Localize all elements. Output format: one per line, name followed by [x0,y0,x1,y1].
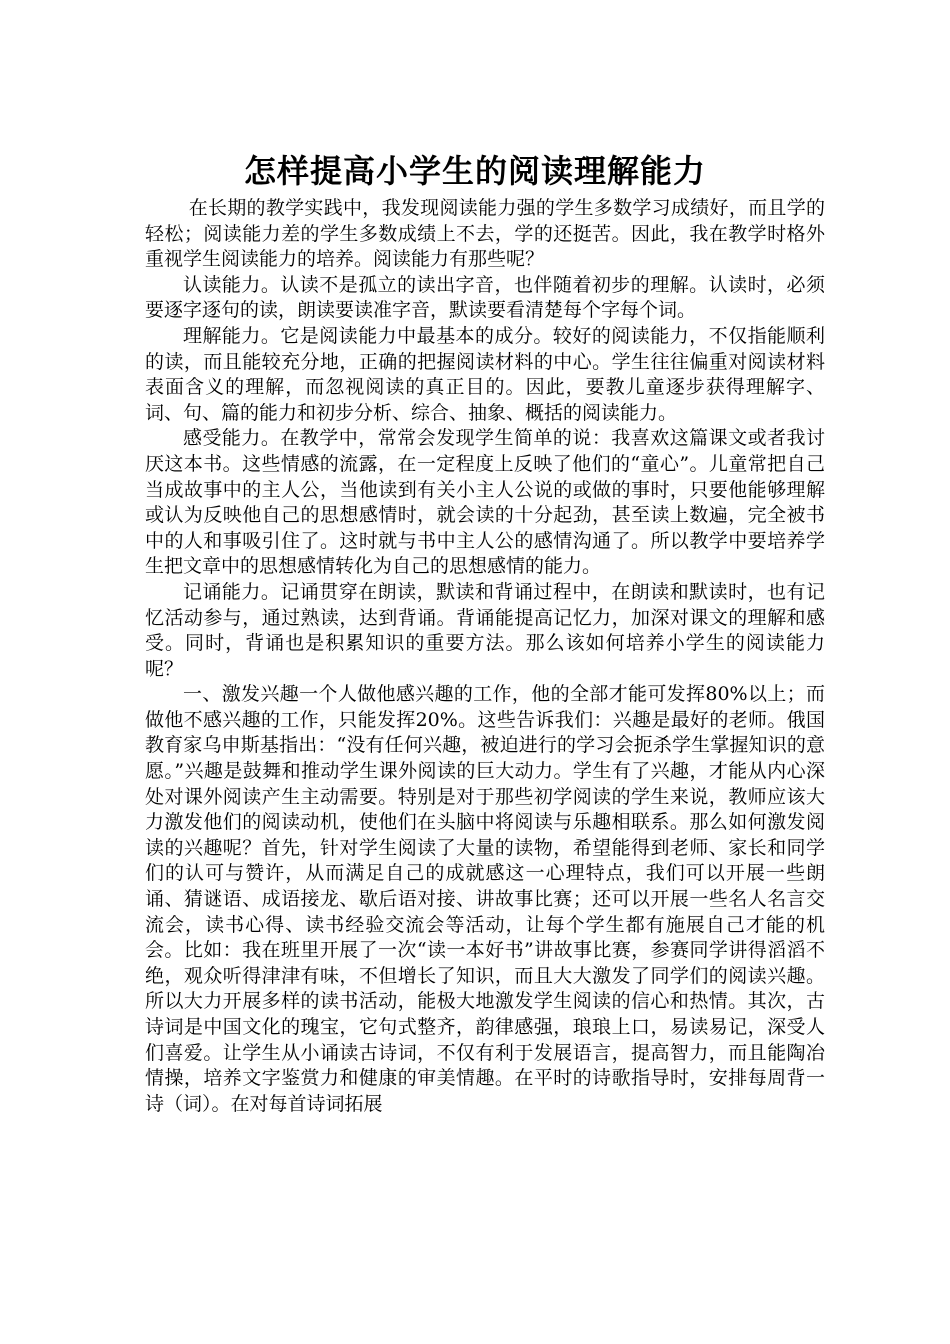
document-body [145,196,825,1117]
paragraph-intro: 在长期的教学实践中，我发现阅读能力强的学生多数学习成绩好，而且学的轻松；阅读能力差的学生多数成绩上不去，学的还挺苦。因此，我在教学时格外重视学生阅读能力的培养。阅读能力有那些呢？ [145,197,825,271]
paragraph-memorization-ability: 记诵能力。记诵贯穿在朗读，默读和背诵过程中，在朗读和默读时，也有记忆活动参与，通过熟读，达到背诵。背诵能提高记忆力，加深对课文的理解和感受。同时，背诵也是积累知识的重要方法。那么该如何培养小学生的阅读能力呢？ [145,580,825,680]
paragraph-stimulate-interest: 一、激发兴趣一个人做他感兴趣的工作，他的全部才能可发挥80%以上；而做他不感兴趣的工作，只能发挥20%。这些告诉我们：兴趣是最好的老师。俄国教育家乌申斯基指出：“没有任何兴趣，被迫进行的学习会扼杀学生掌握知识的意愿。”兴趣是鼓舞和推动学生课外阅读的巨大动力。学生有了兴趣，才能从内心深处对课外阅读产生主动需要。特别是对于那些初学阅读的学生来说，教师应该大力激发他们的阅读动机，使他们在头脑中将阅读与乐趣相联系。那么如何激发阅读的兴趣呢？首先，针对学生阅读了大量的读物，希望能得到老师、家长和同学们的认可与赞许，从而满足自己的成就感这一心理特点，我们可以开展一些朗诵、猜谜语、成语接龙、歇后语对接、讲故事比赛；还可以开展一些名人名言交流会，读书心得、读书经验交流会等活动，让每个学生都有施展自己才能的机会。比如：我在班里开展了一次“读一本好书”讲故事比赛，参赛同学讲得滔滔不绝，观众听得津津有味，不但增长了知识，而且大大激发了同学们的阅读兴趣。所以大力开展多样的读书活动，能极大地激发学生阅读的信心和热情。其次，古诗词是中国文化的瑰宝，它句式整齐，韵律感强，琅琅上口，易读易记，深受人们喜爱。让学生从小诵读古诗词，不仅有利于发展语言，提高智力，而且能陶冶情操，培养文字鉴赏力和健康的审美情趣。在平时的诗歌指导时，安排每周背一诗（词）。在对每首诗词拓展 [145,683,825,1115]
paragraph-perception-ability: 感受能力。在教学中，常常会发现学生简单的说：我喜欢这篇课文或者我讨厌这本书。这些情感的流露，在一定程度上反映了他们的“童心”。儿童常把自己当成故事中的主人公，当他读到有关小主人公说的或做的事时，只要他能够理解或认为反映他自己的思想感情时，就会读的十分起劲，甚至读上数遍，完全被书中的人和事吸引住了。这时就与书中主人公的感情沟通了。所以教学中要培养学生把文章中的思想感情转化为自己的思想感情的能力。 [145,427,825,578]
paragraph-comprehension-ability: 理解能力。它是阅读能力中最基本的成分。较好的阅读能力，不仅指能顺利的读，而且能较充分地，正确的把握阅读材料的中心。学生往往偏重对阅读材料表面含义的理解，而忽视阅读的真正目的。因此，要教儿童逐步获得理解字、词、句、篇的能力和初步分析、综合、抽象、概括的阅读能力。 [145,324,825,424]
document-title: 怎样提高小学生的阅读理解能力 [243,152,706,191]
paragraph-recognition-ability: 认读能力。认读不是孤立的读出字音，也伴随着初步的理解。认读时，必须要逐字逐句的读，朗读要读准字音，默读要看清楚每个字每个词。 [145,273,825,322]
